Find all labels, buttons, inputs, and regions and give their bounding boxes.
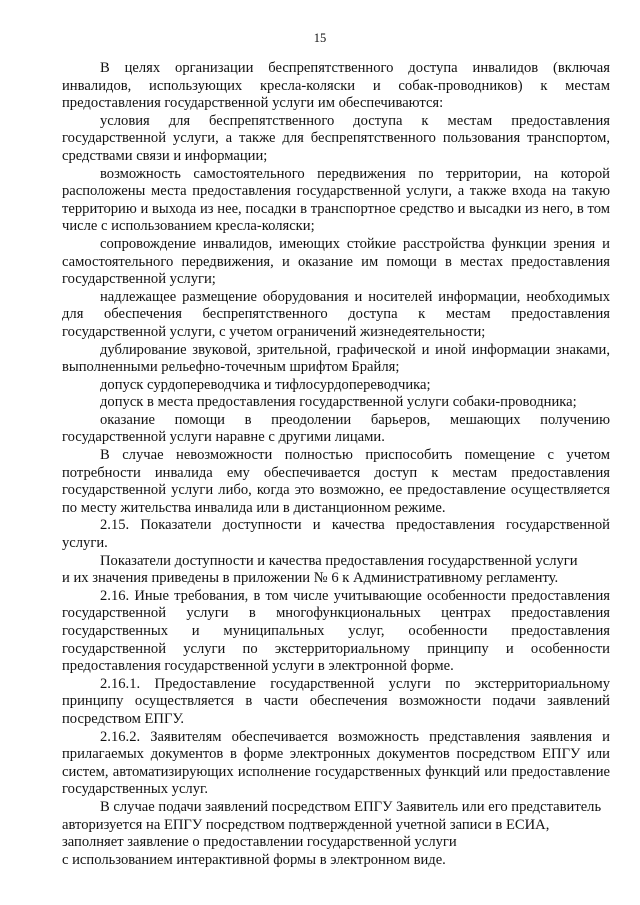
paragraph-epgu-submission: В случае подачи заявлений посредством ЕПГУ Заявитель или его представитель авторизуется на ЕПГУ посредством подтвержденной учетной записи в ЕСИА, заполняет заявление о предоставлении государственной услуги [62, 798, 602, 851]
paragraph-indicators-line-2: и их значения приведены в приложении № 6 к Административному регламенту. [62, 570, 559, 587]
paragraph-indicators-line-1: Показатели доступности и качества предоставления государственной услуги [100, 552, 578, 569]
section-2-16-1: 2.16.1. Предоставление государственной услуги по экстерриториальному принципу осуществляется в части обеспечения возможности подачи заявлений посредством ЕПГУ. [62, 675, 610, 727]
paragraph-remote-service: В случае невозможности полностью приспособить помещение с учетом потребности инвалида ему обеспечивается доступ к местам предоставления государственной услуги либо, когда это возможно, ее предоставление осуществляется по месту жительства инвалида или в дистанционном режиме. [62, 447, 610, 516]
section-2-16-heading: 2.16. Иные требования, в том числе учитывающие особенности предоставления государственной услуги в многофункциональных центрах предоставления государственных и муниципальных услуг, особенности предоставления государственной услуги по экстерриториальному принципу и особенности предоставления государственной услуги в электронной форме. [62, 587, 610, 675]
page-number: 15 [313, 31, 327, 45]
paragraph-equipment-placement: надлежащее размещение оборудования и носителей информации, необходимых для обеспечения беспрепятственного доступа к местам предоставления государственной услуги, с учетом ограничений жизнедеятельности; [62, 288, 610, 340]
paragraph-independent-movement: возможность самостоятельного передвижения по территории, на которой расположены места предоставления государственной услуги, а также входа на такую территорию и выхода из нее, посадки в транспортное средство и высадки из него, в том числе с использованием кресла-коляски; [62, 165, 610, 235]
paragraph-escort: сопровождение инвалидов, имеющих стойкие расстройства функции зрения и самостоятельного передвижения, и оказание им помощи в местах предоставления государственной услуги; [62, 235, 610, 288]
document-body [62, 60, 610, 869]
section-2-16-2: 2.16.2. Заявителям обеспечивается возможность представления заявления и прилагаемых документов в форме электронных документов посредством ЕПГУ или систем, автоматизирующих исполнение государственных функций или предоставление государственных услуг. [62, 728, 610, 798]
paragraph-accessibility-intro: В целях организации беспрепятственного доступа инвалидов (включая инвалидов, использующих кресла-коляски и собак-проводников) к местам предоставления государственной услуги им обеспечиваются: [62, 60, 610, 112]
paragraph-sign-interpreter: допуск сурдопереводчика и тифлосурдопереводчика; [100, 376, 431, 393]
paragraph-barrier-assistance: оказание помощи в преодолении барьеров, мешающих получению государственной услуги наравне с другими лицами. [62, 411, 610, 446]
paragraph-braille: дублирование звуковой, зрительной, графической и иной информации знаками, выполненными рельефно-точечным шрифтом Брайля; [62, 341, 610, 376]
paragraph-guide-dog: допуск в места предоставления государственной услуги собаки-проводника; [100, 394, 577, 411]
paragraph-interactive-form: с использованием интерактивной формы в электронном виде. [62, 851, 446, 868]
section-2-15-heading: 2.15. Показатели доступности и качества предоставления государственной услуги. [62, 517, 610, 552]
paragraph-access-conditions: условия для беспрепятственного доступа к местам предоставления государственной услуги, а также для беспрепятственного пользования транспортом, средствами связи и информации; [62, 112, 610, 164]
